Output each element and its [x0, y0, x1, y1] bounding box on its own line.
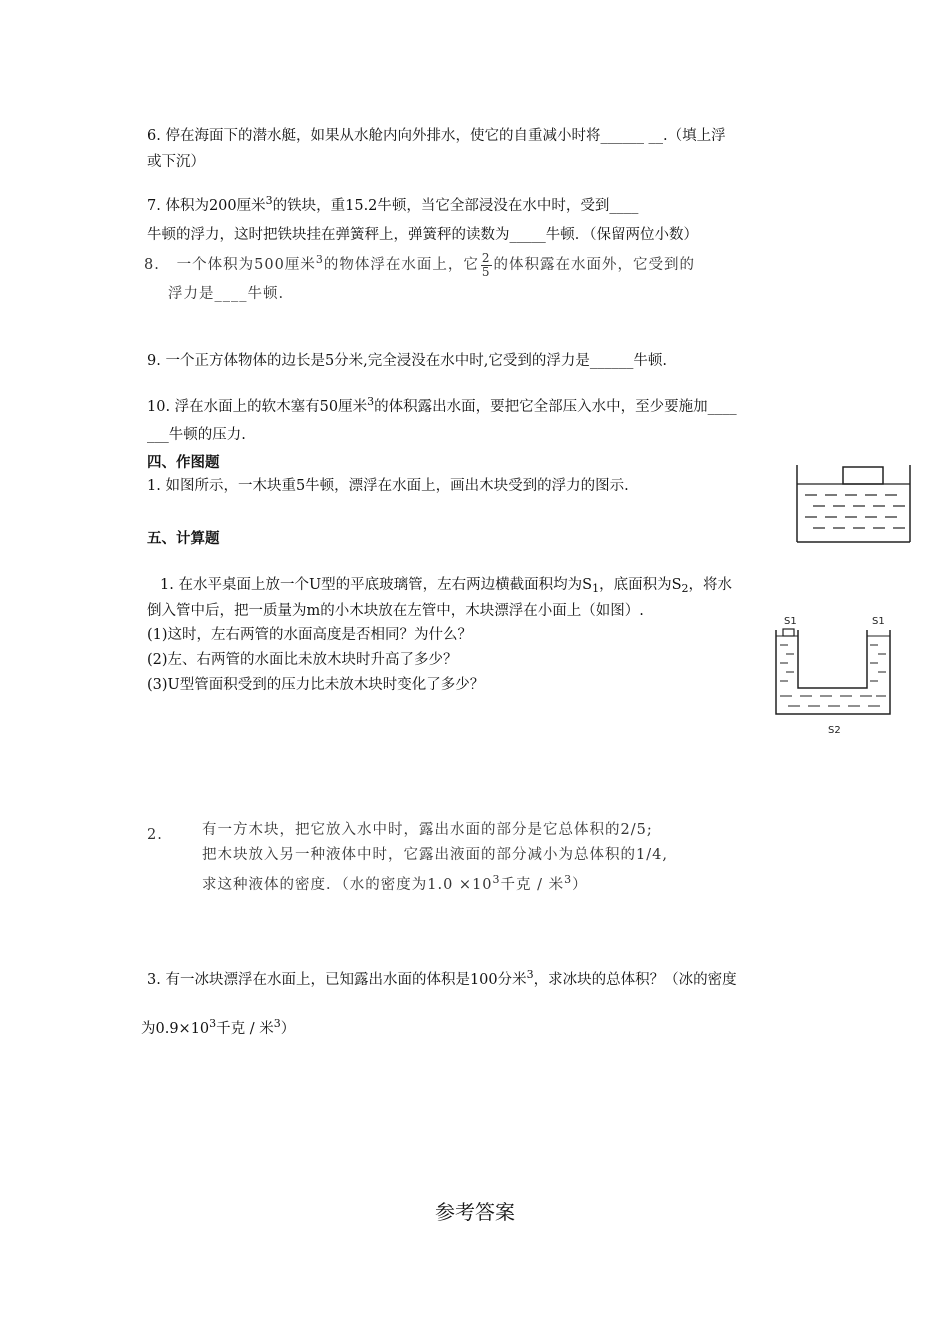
q10-text-b: 的体积露出水面，要把它全部压入水中，至少要施加____ — [374, 399, 737, 415]
s5q1-text-a: 1. 在水平桌面上放一个U型的平底玻璃管，左右两边横截面积均为S — [160, 577, 593, 593]
q8-text-b: 的物体浮在水面上，它 — [323, 257, 479, 273]
question-7-line-2: 牛顿的浮力，这时把铁块挂在弹簧秤上，弹簧秤的读数为_____牛顿．（保留两位小数） — [147, 227, 698, 243]
question-6-line-2: 或下沉） — [147, 154, 205, 170]
section-4-question-1: 1. 如图所示，一木块重5牛顿，漂浮在水面上，画出木块受到的浮力的图示. — [147, 478, 629, 494]
q8-frac-num: 2 — [481, 250, 491, 265]
q7-text-b: 的铁块，重15.2牛顿，当它全部浸没在水中时，受到____ — [272, 198, 639, 214]
section-5-q1-line-4: (2)左、右两管的水面比未放木块时升高了多少？ — [147, 652, 458, 668]
question-8-line-2: 浮力是____牛顿. — [168, 286, 285, 302]
question-8-line-1 — [144, 250, 695, 279]
s5q3-text-d: 千克 / 米 — [216, 1021, 274, 1037]
question-10-line-2: ___牛顿的压力. — [147, 427, 246, 443]
s5q3-text-a: 3. 有一冰块漂浮在水面上，已知露出水面的体积是100分米 — [147, 972, 527, 988]
s5q3-text-b: ，求冰块的总体积？（冰的密度 — [533, 972, 737, 988]
q8-text-a: 一个体积为500厘米 — [176, 257, 316, 273]
section-5-q2-line-3 — [202, 870, 588, 895]
section-5-q1-line-1 — [160, 575, 732, 599]
section-5-q2-line-2: 把木块放入另一种液体中时，它露出液面的部分减小为总体积的1/4, — [202, 847, 668, 863]
section-4-title: 四、作图题 — [147, 454, 220, 471]
q10-text-a: 10. 浮在水面上的软木塞有50厘米 — [147, 399, 368, 415]
s5q3-sup-2: 3 — [209, 1017, 217, 1030]
s5q1-sub-2: 2 — [681, 582, 689, 595]
s5q3-sup: 3 — [526, 968, 534, 981]
s5q3-sup-3: 3 — [273, 1017, 281, 1030]
s5q3-text-c: 为0.9×10 — [141, 1021, 210, 1037]
s5q1-sub-1: 1 — [592, 582, 600, 595]
question-10-line-1 — [147, 392, 737, 417]
q8-fraction — [481, 252, 492, 279]
fig-label-s2: S2 — [828, 725, 841, 736]
question-6-line-1: 6. 停在海面下的潜水艇，如果从水舱内向外排水，使它的自重减小时将______ __.（填上浮 — [147, 128, 726, 144]
q7-sup: 3 — [265, 194, 273, 207]
section-5-title: 五、计算题 — [147, 530, 220, 547]
q8-text-c: 的体积露在水面外，它受到的 — [493, 257, 695, 273]
question-7-line-1 — [147, 191, 638, 216]
q10-sup: 3 — [367, 395, 375, 408]
s5q3-text-e: ） — [280, 1021, 296, 1037]
s5q1-text-c: ，将水 — [688, 577, 733, 593]
section-5-q1-line-2: 倒入管中后，把一质量为m的小木块放在左管中，木块漂浮在小面上（如图）. — [147, 603, 644, 619]
section-5-q3-line-1 — [147, 965, 737, 990]
answer-title: 参考答案 — [435, 1200, 515, 1224]
q7-text-a: 7. 体积为200厘米 — [147, 198, 266, 214]
s5q2-sup-2: 3 — [564, 873, 573, 886]
section-5-q2-line-1: 有一方木块，把它放入水中时，露出水面的部分是它总体积的2/5; — [202, 822, 653, 838]
fig-label-s1-left: S1 — [784, 616, 797, 627]
question-9: 9. 一个正方体物体的边长是5分米,完全浸没在水中时,它受到的浮力是______牛顿. — [147, 353, 667, 369]
s5q2-text-a: 求这种液体的密度．（水的密度为1.0 ×10 — [202, 877, 493, 893]
s5q2-text-c: ） — [572, 877, 588, 893]
q8-frac-den: 5 — [481, 264, 491, 279]
u-tube-figure — [770, 612, 898, 738]
q8-sup: 3 — [315, 253, 324, 266]
fig-label-s1-right: S1 — [872, 616, 885, 627]
q8-number: 8. — [144, 257, 160, 273]
floating-block-figure — [795, 461, 913, 545]
section-5-q1-line-5: (3)U型管面积受到的压力比未放木块时变化了多少？ — [147, 677, 485, 693]
section-5-q3-line-2 — [141, 1014, 295, 1039]
s5q2-text-b: 千克 / 米 — [500, 877, 565, 893]
s5q2-sup-1: 3 — [492, 873, 501, 886]
s5q1-text-b: ，底面积为S — [599, 577, 682, 593]
section-5-q1-line-3: (1)这时，左右两管的水面高度是否相同？为什么？ — [147, 627, 473, 643]
section-5-q2-number: 2. — [147, 827, 163, 843]
